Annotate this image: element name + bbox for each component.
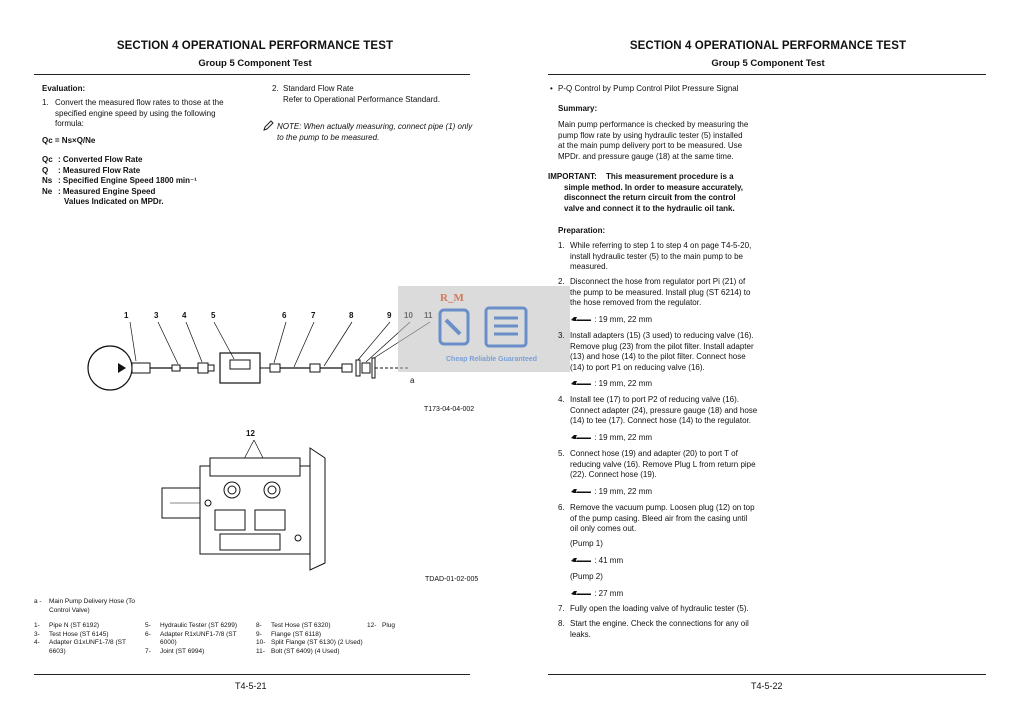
step-line: Remove the vacuum pump. Loosen plug (12) on top — [570, 503, 755, 512]
legend-value: Plug — [382, 622, 396, 629]
wrench-size: : 41 mm — [594, 556, 624, 565]
legend-column — [145, 622, 237, 656]
legend-value: Adapter G1xUNF1-7/8 (ST — [49, 639, 126, 646]
wrench-size: : 19 mm, 22 mm — [594, 487, 653, 496]
right-page — [513, 0, 1023, 725]
legend-key: 1- — [34, 622, 40, 629]
legend-key: 3- — [34, 630, 40, 638]
def-continuation: Values Indicated on MPDr. — [64, 197, 164, 206]
wrench-size-row — [570, 589, 623, 600]
legend-column — [34, 622, 126, 656]
wrench-size: : 19 mm, 22 mm — [594, 433, 653, 442]
step-line: (13) and hose (14) to the pilot filter. Connect hose — [570, 352, 746, 361]
step-line: (14) to port P1 on reducing valve (16). — [570, 362, 705, 372]
callout-label: 4 — [182, 311, 187, 320]
step2-line: Standard Flow Rate — [283, 84, 354, 93]
callout-label: 8 — [349, 311, 354, 320]
step-line: Remove plug (23) from the pilot filter. Install adapter — [570, 341, 754, 351]
step2-line: Refer to Operational Performance Standard. — [283, 94, 440, 104]
legend-key: 4- — [34, 639, 40, 646]
summary-line: pump flow rate by using hydraulic tester (5) installed — [558, 130, 743, 140]
legend-value: Bolt (ST 6409) (4 Used) — [271, 647, 340, 655]
legend-key: 10- — [256, 639, 266, 646]
legend-column — [256, 622, 363, 656]
wrench-icon — [570, 557, 592, 565]
legend-key: 11- — [256, 647, 265, 655]
important-line: This measurement procedure is a — [606, 172, 734, 181]
formula: Qc = Ns×Q/Ne — [42, 136, 96, 145]
important-label: IMPORTANT: — [548, 172, 597, 181]
legend-key: 7- — [145, 647, 151, 655]
wrench-icon — [570, 590, 592, 598]
summary-line: Main pump performance is checked by measuring the — [558, 120, 749, 129]
wrench-size-row — [570, 379, 652, 390]
wrench-icon — [570, 434, 592, 442]
step-line: Start the engine. Check the connections for any oil — [570, 619, 749, 628]
section-title: SECTION 4 OPERATIONAL PERFORMANCE TEST — [116, 40, 394, 52]
header-rule — [548, 74, 986, 75]
legend-value: Split Flange (ST 6130) (2 Used) — [271, 639, 363, 646]
callout-label: 7 — [311, 311, 316, 320]
legend-key: 12- — [367, 622, 377, 629]
legend-key: 8- — [256, 622, 262, 629]
bullet-item: P-Q Control by Pump Control Pilot Pressure Signal — [558, 84, 739, 93]
legend-value: Flange (ST 6118) — [271, 630, 321, 638]
wrench-size: : 19 mm, 22 mm — [594, 379, 653, 388]
wrench-icon — [570, 380, 592, 388]
evaluation-heading: Evaluation: — [42, 84, 86, 93]
wrench-icon — [570, 488, 592, 496]
legend-value: Test Hose (ST 6320) — [271, 622, 331, 629]
summary-line: MPDr. and pressure gauge (18) at the same time. — [558, 151, 734, 161]
legend-value: Adapter R1xUNF1-7/8 (ST — [160, 630, 237, 638]
def-symbol: Ns — [42, 176, 53, 185]
callout-label: 9 — [387, 311, 392, 320]
callout-label: a — [410, 376, 415, 385]
step-line: Fully open the loading valve of hydraulic tester (5). — [570, 604, 749, 613]
def-text: : Measured Engine Speed — [58, 186, 156, 196]
wrench-size-row — [570, 487, 652, 498]
callout-label: 1 — [124, 311, 129, 320]
legend-value: Pipe N (ST 6192) — [49, 622, 100, 629]
legend-value: Test Hose (ST 6145) — [49, 630, 109, 638]
step-line: the hose removed from the regulator. — [570, 298, 702, 307]
summary-line: at the main pump delivery port to be measured. Use — [558, 141, 743, 150]
legend-key: 9- — [256, 630, 262, 638]
group-title: Group 5 Component Test — [711, 58, 825, 69]
wrench-size-row — [570, 315, 652, 326]
section-title: SECTION 4 OPERATIONAL PERFORMANCE TEST — [629, 40, 907, 52]
wrench-size-row — [570, 556, 623, 567]
step-line: the pump to be measured. Install plug (ST 6214) to — [570, 287, 751, 297]
step-number: 6. — [558, 503, 565, 512]
legend-column — [367, 622, 395, 631]
figure-code: T173-04-04-002 — [424, 406, 475, 413]
step-line: reducing valve (16). Remove Plug L from return pipe — [570, 459, 756, 469]
note-line: NOTE: When actually measuring, connect pipe (1) only — [277, 122, 473, 131]
pump-casing-diagram — [160, 428, 340, 573]
header-rule — [34, 74, 470, 75]
def-symbol: Qc — [42, 155, 53, 164]
footer-rule — [34, 674, 470, 675]
legend-key: 6- — [145, 630, 151, 638]
page-number: T4-5-22 — [751, 681, 783, 691]
wrench-size: : 19 mm, 22 mm — [594, 315, 653, 324]
step-line: measured. — [570, 262, 608, 271]
step-line: Install tee (17) to port P2 of reducing valve (16). — [570, 395, 739, 404]
callout-label: 12 — [246, 429, 255, 438]
legend-value: Hydraulic Tester (ST 6299) — [160, 622, 238, 629]
step-number: 2. — [558, 277, 565, 286]
step-line: of the pump casing. Bleed air from the casing until — [570, 513, 748, 523]
step-line: Install adapters (15) (3 used) to reducing valve (16). — [570, 331, 754, 340]
legend-value: Control Valve) — [49, 607, 90, 614]
legend-key: a - — [34, 598, 42, 605]
important-line: simple method. In order to measure accurately, — [564, 182, 744, 192]
step-line: Disconnect the hose from regulator port Pi (21) of — [570, 277, 746, 286]
def-text: : Converted Flow Rate — [58, 155, 143, 164]
step-line: (22). Connect hose (19). — [570, 470, 657, 479]
def-symbol: Q — [42, 165, 49, 175]
wrench-size-row — [570, 433, 652, 444]
step-line: Connect hose (19) and adapter (20) to port T of — [570, 449, 738, 458]
step1-line: formula: — [55, 119, 84, 128]
step-number: 4. — [558, 395, 565, 404]
step-number: 5. — [558, 449, 565, 458]
legend-value: 6603) — [49, 647, 66, 655]
callout-label: 3 — [154, 311, 159, 320]
def-symbol: Ne — [42, 186, 53, 196]
summary-heading: Summary: — [558, 104, 598, 113]
legend-value: Joint (ST 6994) — [160, 647, 205, 655]
watermark-logo-text: R_M — [440, 292, 464, 304]
def-text: : Specified Engine Speed 1800 min⁻¹ — [58, 176, 197, 185]
step-line: leaks. — [570, 629, 591, 639]
step-number: 3. — [558, 331, 565, 340]
preparation-heading: Preparation: — [558, 226, 606, 235]
important-line: valve and connect it to the hydraulic oil tank. — [564, 203, 735, 213]
step-line: (14) to tee (17). Connect hose (14) to the regulator. — [570, 416, 751, 425]
step-line: Connect adapter (24), pressure gauge (18) and hose — [570, 405, 758, 415]
pencil-note-icon — [262, 119, 274, 137]
pump-label: (Pump 2) — [570, 572, 603, 581]
def-text: : Measured Flow Rate — [58, 165, 141, 175]
step-number: 1. — [42, 98, 49, 107]
legend-key: 5- — [145, 622, 151, 629]
step1-line: specified engine speed by using the following — [55, 108, 216, 118]
legend-value: Main Pump Delivery Hose (To — [49, 598, 135, 605]
group-title: Group 5 Component Test — [198, 58, 312, 69]
pump-label: (Pump 1) — [570, 539, 603, 548]
step-number: 8. — [558, 619, 565, 628]
step-number: 2. — [272, 84, 279, 93]
watermark-tagline: Cheap Reliable Guaranteed — [446, 356, 538, 363]
callout-label: 6 — [282, 311, 287, 320]
step1-line: Convert the measured flow rates to those at the — [55, 98, 224, 107]
note-line: to the pump to be measured. — [277, 132, 380, 142]
step-line: install hydraulic tester (5) to the main pump to be — [570, 251, 743, 261]
footer-rule — [548, 674, 986, 675]
legend-value: 6000) — [160, 639, 177, 646]
step-number: 1. — [558, 241, 565, 250]
page-number: T4-5-21 — [235, 681, 267, 691]
wrench-size: : 27 mm — [594, 589, 624, 598]
bullet-dot: • — [550, 84, 553, 93]
callout-label: 5 — [211, 311, 216, 320]
figure-code: TDAD-01-02-005 — [425, 576, 479, 583]
important-line: disconnect the return circuit from the control — [564, 193, 736, 202]
step-number: 7. — [558, 604, 565, 613]
step-line: While referring to step 1 to step 4 on page T4-5-20, — [570, 241, 752, 250]
wrench-icon — [570, 316, 592, 324]
step-line: oil only comes out. — [570, 524, 637, 533]
